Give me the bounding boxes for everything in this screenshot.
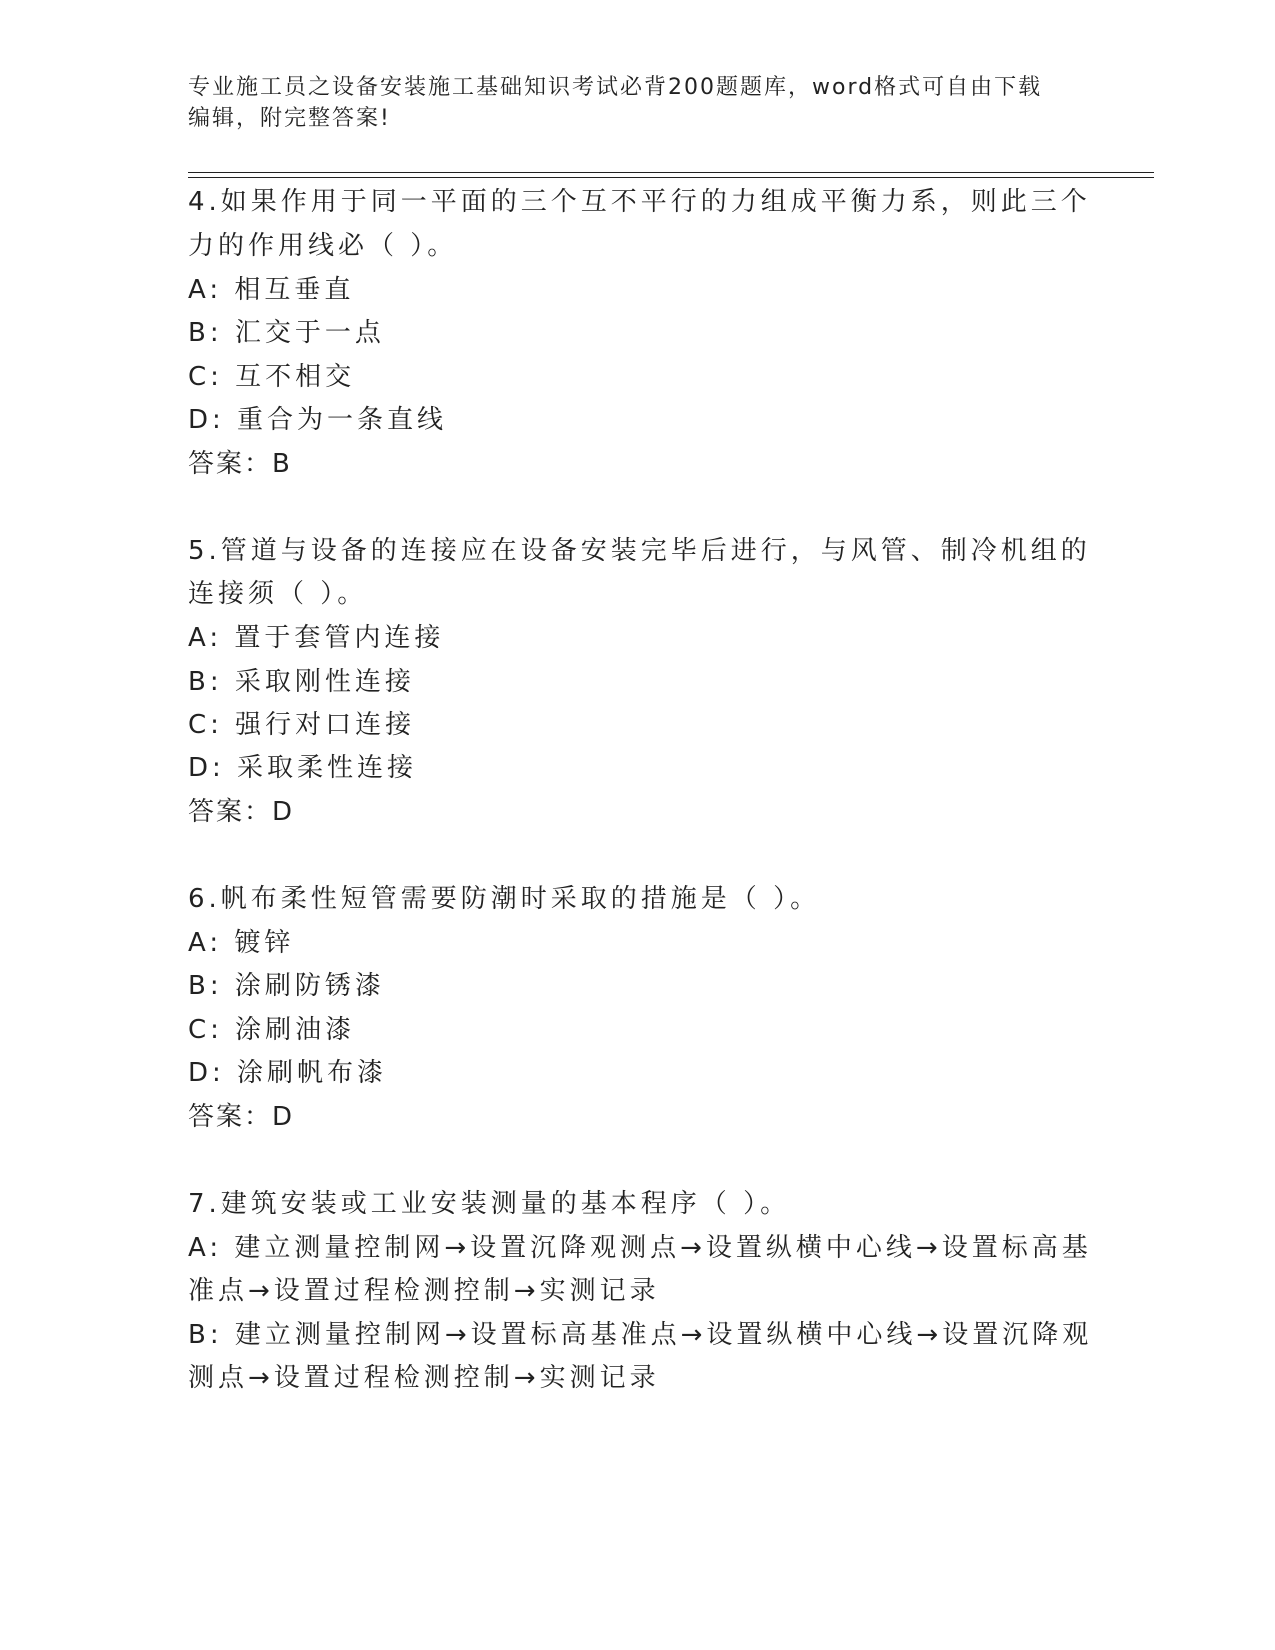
question-4-answer: 答案：B <box>188 449 292 479</box>
question-5-option-c: C: 强行对口连接 <box>188 710 416 740</box>
question-7-option-a-line-2: 准点→设置过程检测控制→实测记录 <box>188 1276 660 1306</box>
question-5-option-d: D: 采取柔性连接 <box>188 753 418 783</box>
question-5-option-a: A: 置于套管内连接 <box>188 623 445 653</box>
question-7-line-1: 7.建筑安装或工业安装测量的基本程序（ ）。 <box>188 1189 791 1219</box>
question-4-option-b: B: 汇交于一点 <box>188 318 385 348</box>
question-4-line-2: 力的作用线必（ ）。 <box>188 231 458 261</box>
question-6-option-a: A: 镀锌 <box>188 928 295 958</box>
question-5-option-b: B: 采取刚性连接 <box>188 667 415 697</box>
question-6-option-c: C: 涂刷油漆 <box>188 1015 356 1045</box>
question-6-answer: 答案：D <box>188 1102 295 1132</box>
question-7-option-a-line-1: A: 建立测量控制网→设置沉降观测点→设置纵横中心线→设置标高基 <box>188 1233 1092 1263</box>
header-line-2: 编辑，附完整答案! <box>188 106 391 131</box>
question-4-option-c: C: 互不相交 <box>188 362 356 392</box>
question-4-option-a: A: 相互垂直 <box>188 275 355 305</box>
question-7-option-b-line-2: 测点→设置过程检测控制→实测记录 <box>188 1363 660 1393</box>
question-7-option-b-line-1: B: 建立测量控制网→设置标高基准点→设置纵横中心线→设置沉降观 <box>188 1320 1093 1350</box>
header-rule-bottom <box>188 177 1154 178</box>
question-5-line-2: 连接须（ ）。 <box>188 579 368 609</box>
question-4-option-d: D: 重合为一条直线 <box>188 405 448 435</box>
question-6-option-b: B: 涂刷防锈漆 <box>188 971 385 1001</box>
question-5-line-1: 5.管道与设备的连接应在设备安装完毕后进行，与风管、制冷机组的 <box>188 536 1091 566</box>
header-rule-top <box>188 172 1154 173</box>
question-6-line-1: 6.帆布柔性短管需要防潮时采取的措施是（ ）。 <box>188 884 821 914</box>
question-4-line-1: 4.如果作用于同一平面的三个互不平行的力组成平衡力系，则此三个 <box>188 187 1091 217</box>
question-5-answer: 答案：D <box>188 797 295 827</box>
header-line-1: 专业施工员之设备安装施工基础知识考试必背200题题库，word格式可自由下载 <box>188 75 1043 100</box>
question-6-option-d: D: 涂刷帆布漆 <box>188 1058 388 1088</box>
